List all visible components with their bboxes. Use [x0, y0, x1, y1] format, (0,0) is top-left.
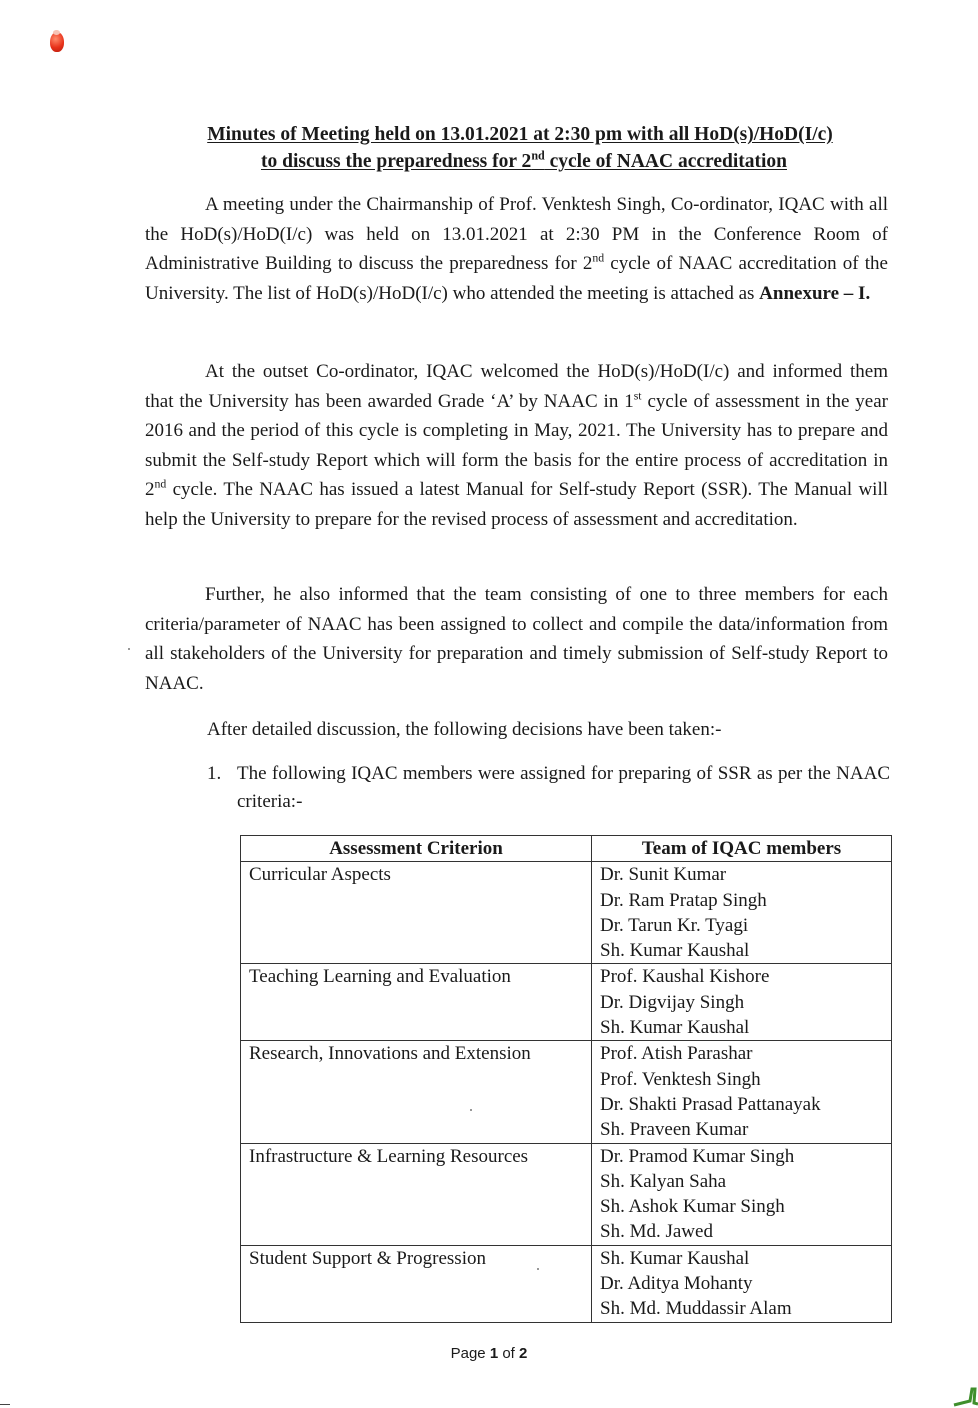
- title-line-2: to discuss the preparedness for 2nd cycle of NAAC accreditation: [260, 148, 787, 172]
- member-name: Prof. Venktesh Singh: [600, 1068, 761, 1090]
- member-name: Dr. Aditya Mohanty: [600, 1273, 753, 1295]
- header-team-members: Team of IQAC members: [592, 836, 892, 862]
- member-name: Sh. Ashok Kumar Singh: [600, 1196, 785, 1218]
- scan-speck: [128, 648, 130, 650]
- green-ink-mark: [952, 1385, 978, 1408]
- member-name: Prof. Atish Parashar: [600, 1043, 753, 1065]
- decision-item-1: [207, 760, 890, 816]
- member-name: Dr. Pramod Kumar Singh: [600, 1145, 795, 1167]
- member-name: Sh. Md. Muddassir Alam: [600, 1298, 792, 1320]
- members-cell: [592, 1245, 892, 1322]
- member-name: Dr. Sunit Kumar: [600, 864, 727, 886]
- member-name: Dr. Ram Pratap Singh: [600, 889, 767, 911]
- red-ink-mark: [50, 32, 64, 52]
- member-name: Sh. Kumar Kaushal: [600, 1017, 750, 1039]
- member-name: Dr. Digvijay Singh: [600, 991, 745, 1013]
- decision-number: 1.: [207, 763, 222, 784]
- criterion-cell: Infrastructure & Learning Resources: [241, 1143, 592, 1245]
- page-footer: Page 1 of 2: [450, 1345, 528, 1362]
- table-row: [241, 862, 892, 964]
- decision-text: The following IQAC members were assigned for preparing of SSR as per the NAAC criteria:-: [237, 763, 890, 812]
- page-title: [140, 121, 900, 175]
- member-name: Sh. Kumar Kaushal: [600, 1247, 750, 1269]
- paragraph-naac-grade: At the outset Co-ordinator, IQAC welcomed the HoD(s)/HoD(I/c) and informed them that the University has been awarded Grade ‘A’ by NAAC in 1st cycle of assessment in the year 2016 and the period of this cycle is completing in May, 2021. The University has to prepare and submit the Self-study Report which will form the basis for the entire process of accreditation in 2nd cycle. The NAAC has issued a latest Manual for Self-study Report (SSR). The Manual will help the University to prepare for the revised process of assessment and accreditation.: [145, 361, 888, 530]
- paragraph-team-assignment: Further, he also informed that the team consisting of one to three members for each criteria/parameter of NAAC has been assigned to collect and compile the data/information from all stakeholders of the University for preparation and timely submission of Self-study Report to NAAC.: [145, 584, 888, 694]
- member-name: Sh. Praveen Kumar: [600, 1119, 749, 1141]
- header-assessment-criterion: Assessment Criterion: [241, 836, 592, 862]
- members-cell: [592, 1041, 892, 1143]
- criterion-cell: Teaching Learning and Evaluation: [241, 964, 592, 1041]
- member-name: Sh. Kumar Kaushal: [600, 940, 750, 962]
- paragraph-decisions-intro: After detailed discussion, the following decisions have been taken:-: [207, 719, 722, 740]
- criterion-cell: Research, Innovations and Extension: [241, 1041, 592, 1143]
- table-row: [241, 1245, 892, 1322]
- members-cell: [592, 862, 892, 964]
- scan-edge-mark: [0, 1404, 10, 1405]
- table-row: [241, 1041, 892, 1143]
- table-row: [241, 1143, 892, 1245]
- members-cell: [592, 964, 892, 1041]
- table-header-row: [241, 836, 892, 862]
- criterion-cell: Student Support & Progression: [241, 1245, 592, 1322]
- members-cell: [592, 1143, 892, 1245]
- title-line-1: Minutes of Meeting held on 13.01.2021 at 2:30 pm with all HoD(s)/HoD(I/c): [207, 124, 833, 145]
- annexure-reference: Annexure – I.: [759, 282, 871, 304]
- criteria-table: [240, 835, 892, 1323]
- member-name: Prof. Kaushal Kishore: [600, 966, 770, 988]
- criterion-cell: Curricular Aspects: [241, 862, 592, 964]
- table-row: [241, 964, 892, 1041]
- member-name: Sh. Kalyan Saha: [600, 1170, 727, 1192]
- member-name: Sh. Md. Jawed: [600, 1221, 713, 1243]
- member-name: Dr. Tarun Kr. Tyagi: [600, 914, 749, 936]
- paragraph-meeting-intro: A meeting under the Chairmanship of Prof. Venktesh Singh, Co-ordinator, IQAC with all the HoD(s)/HoD(I/c) was held on 13.01.2021 at 2:30 PM in the Conference Room of Administrative Building to discuss the preparedness for 2nd cycle of NAAC accreditation of the University. The list of HoD(s)/HoD(I/c) who attended the meeting is attached as Annexure – I.: [145, 194, 888, 304]
- member-name: Dr. Shakti Prasad Pattanayak: [600, 1093, 821, 1115]
